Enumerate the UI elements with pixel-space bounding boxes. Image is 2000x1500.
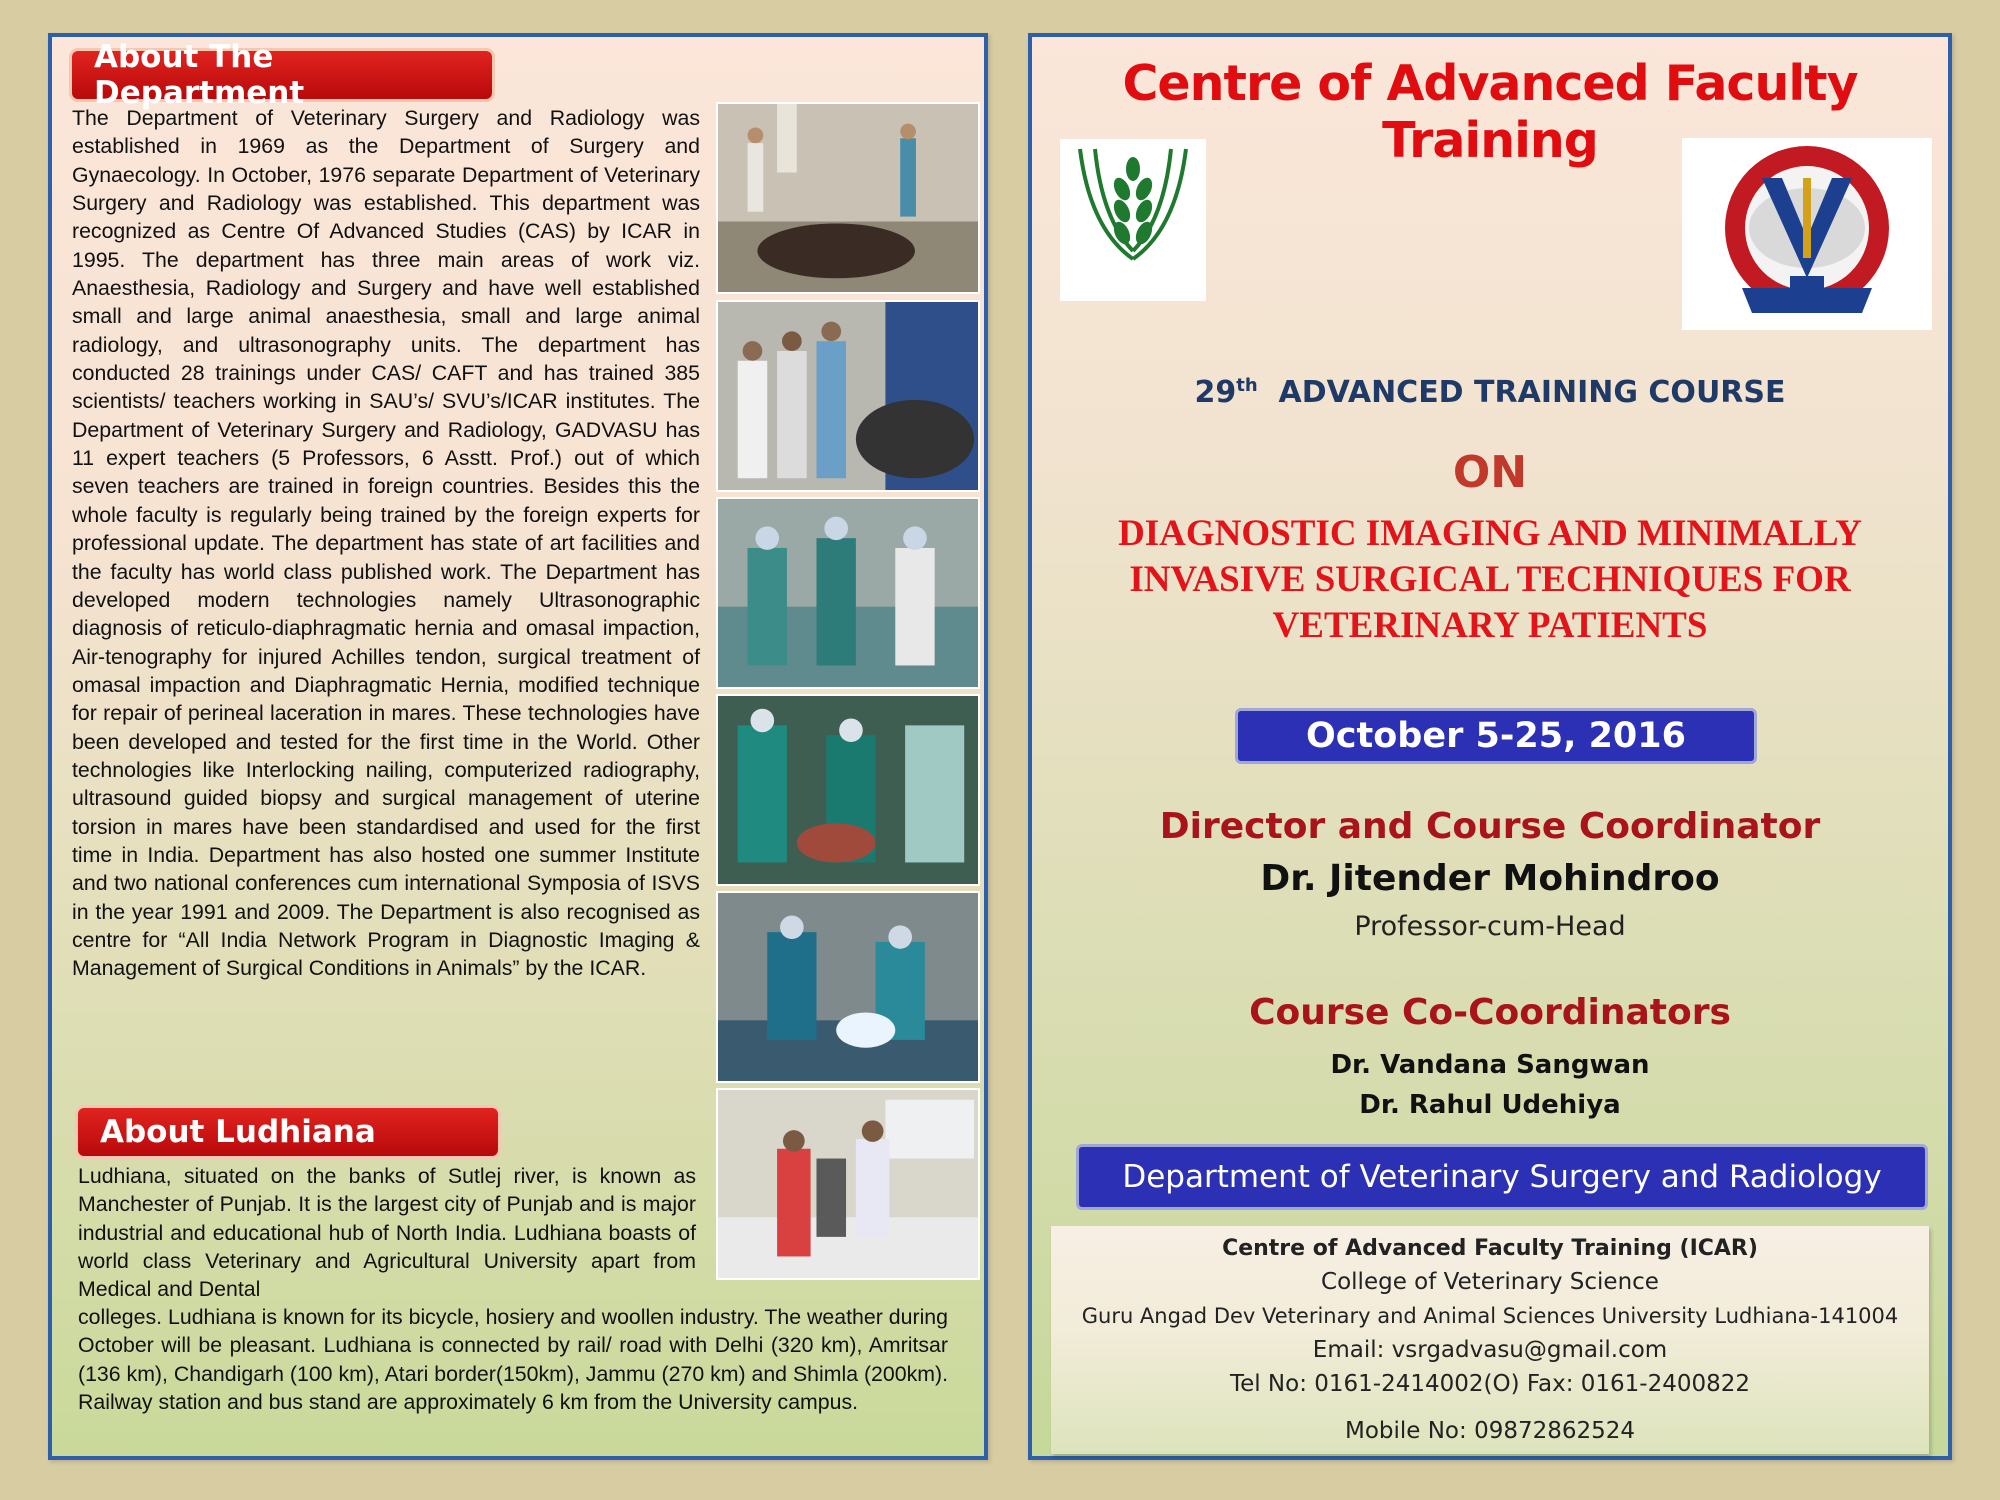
course-dates-badge: October 5-25, 2016 [1235,708,1757,764]
co-coordinators-heading: Course Co-Coordinators [1249,992,1731,1033]
contact-mobile: Mobile No: 09872862524 [1344,1418,1636,1444]
main-title: Centre of Advanced Faculty Training [1122,55,1858,169]
department-banner: Department of Veterinary Surgery and Radiology [1076,1144,1928,1210]
course-number-heading [1032,375,1948,410]
course-title-line-2: INVASIVE SURGICAL TECHNIQUES FOR [1129,559,1851,600]
photo-surgery-team [716,497,980,689]
about-ludhiana-text: Ludhiana, situated on the banks of Sutlej river, is known as Manchester of Punjab. It is the largest city of Punjab and is major industrial and educational hub of North India. Ludhiana boasts of world class Veterinary and Agricultural University apart from Medical and Dental [78,1164,696,1302]
course-label: ADVANCED TRAINING COURSE [1278,375,1786,410]
contact-college: College of Veterinary Science [1321,1269,1659,1295]
contact-organization: Centre of Advanced Faculty Training (ICAR) [1222,1236,1758,1261]
about-ludhiana-text-continued: colleges. Ludhiana is known for its bicycle, hosiery and woollen industry. The weather during October will be pleasant. Ludhiana is connected by rail/ road with Delhi (320 km), Amritsar (136 km), Chandigarh (100 km), Atari border(150km), Jammu (270 km) and Shimla (200km). Railway station and bus stand are approximately 6 km from the University campus. [78,1305,948,1415]
photo-students-with-animal [716,300,980,492]
contact-university: Guru Angad Dev Veterinary and Animal Sciences University Ludhiana-141004 [1081,1304,1899,1328]
about-department-text: The Department of Veterinary Surgery and Radiology was established in 1969 as the Department of Surgery and Gynaecology. In October, 1976 separate Department of Veterinary Surgery and Radiology was established. This department was recognized as Centre Of Advanced Studies (CAS) by ICAR in 1995. The department has three main areas of work viz. Anaesthesia, Radiology and Surgery and have well established small and large animal anaesthesia, small and large animal radiology, and ultrasonography units. The department has conducted 28 trainings under CAS/ CAFT and has trained 385 scientists/ teachers working in SAU’s/ SVU’s/ICAR institutes. The Department of Veterinary Surgery and Radiology, GADVASU has 11 expert teachers (5 Professors, 6 Asstt. Prof.) out of which seven teachers are trained in foreign countries. Besides this the whole faculty is regularly being trained by the foreign experts for professional update. The department has state of art facilities and the faculty has world class published work. The Department has developed modern technologies namely Ultrasonographic diagnosis of reticulo-diaphragmatic hernia and omasal impaction, Air-tenography for injured Achilles tendon, surgical treatment of omasal impaction and Diaphragmatic Hernia, modified technique for repair of perineal laceration in mares. These technologies have been developed and tested for the first time in the World. Other technologies like Interlocking nailing, computerized radiography, ultrasound guided biopsy and surgical management of uterine torsion in mares have been standardised and used for the first time in India. Department has also hosted one summer Institute and two national conferences cum international Symposia of ISVS in the year 1991 and 2009. The Department is also recognised as centre for “All India Network Program in Diagnostic Imaging & Management of Surgical Conditions in Animals” by the ICAR. [72,106,700,981]
co-coordinator-1: Dr. Vandana Sangwan [1330,1050,1650,1080]
on-label: ON [1452,447,1528,498]
course-number-suffix: th [1236,375,1258,396]
icar-logo [1060,139,1206,301]
about-department-heading: About The Department [72,51,492,99]
director-name: Dr. Jitender Mohindroo [1260,858,1720,899]
photo-surgical-procedure [716,891,980,1083]
contact-box [1051,1226,1929,1454]
director-heading: Director and Course Coordinator [1159,806,1821,847]
photo-buffalo-radiography [716,102,980,294]
course-number: 29 [1194,375,1237,410]
course-title [1032,511,1948,649]
about-ludhiana-heading: About Ludhiana [78,1108,498,1156]
course-title-line-1: DIAGNOSTIC IMAGING AND MINIMALLY [1118,513,1862,554]
about-panel [48,33,988,1460]
gadvasu-logo [1682,138,1932,330]
contact-email: Email: vsrgadvasu@gmail.com [1312,1337,1668,1363]
course-panel [1028,33,1952,1460]
photo-operating-theatre [716,694,980,886]
director-title: Professor-cum-Head [1354,911,1626,942]
contact-phone: Tel No: 0161-2414002(O) Fax: 0161-2400822 [1229,1371,1751,1397]
co-coordinator-2: Dr. Rahul Udehiya [1359,1090,1621,1120]
photo-award-ceremony [716,1088,980,1280]
course-title-line-3: VETERINARY PATIENTS [1272,605,1708,646]
